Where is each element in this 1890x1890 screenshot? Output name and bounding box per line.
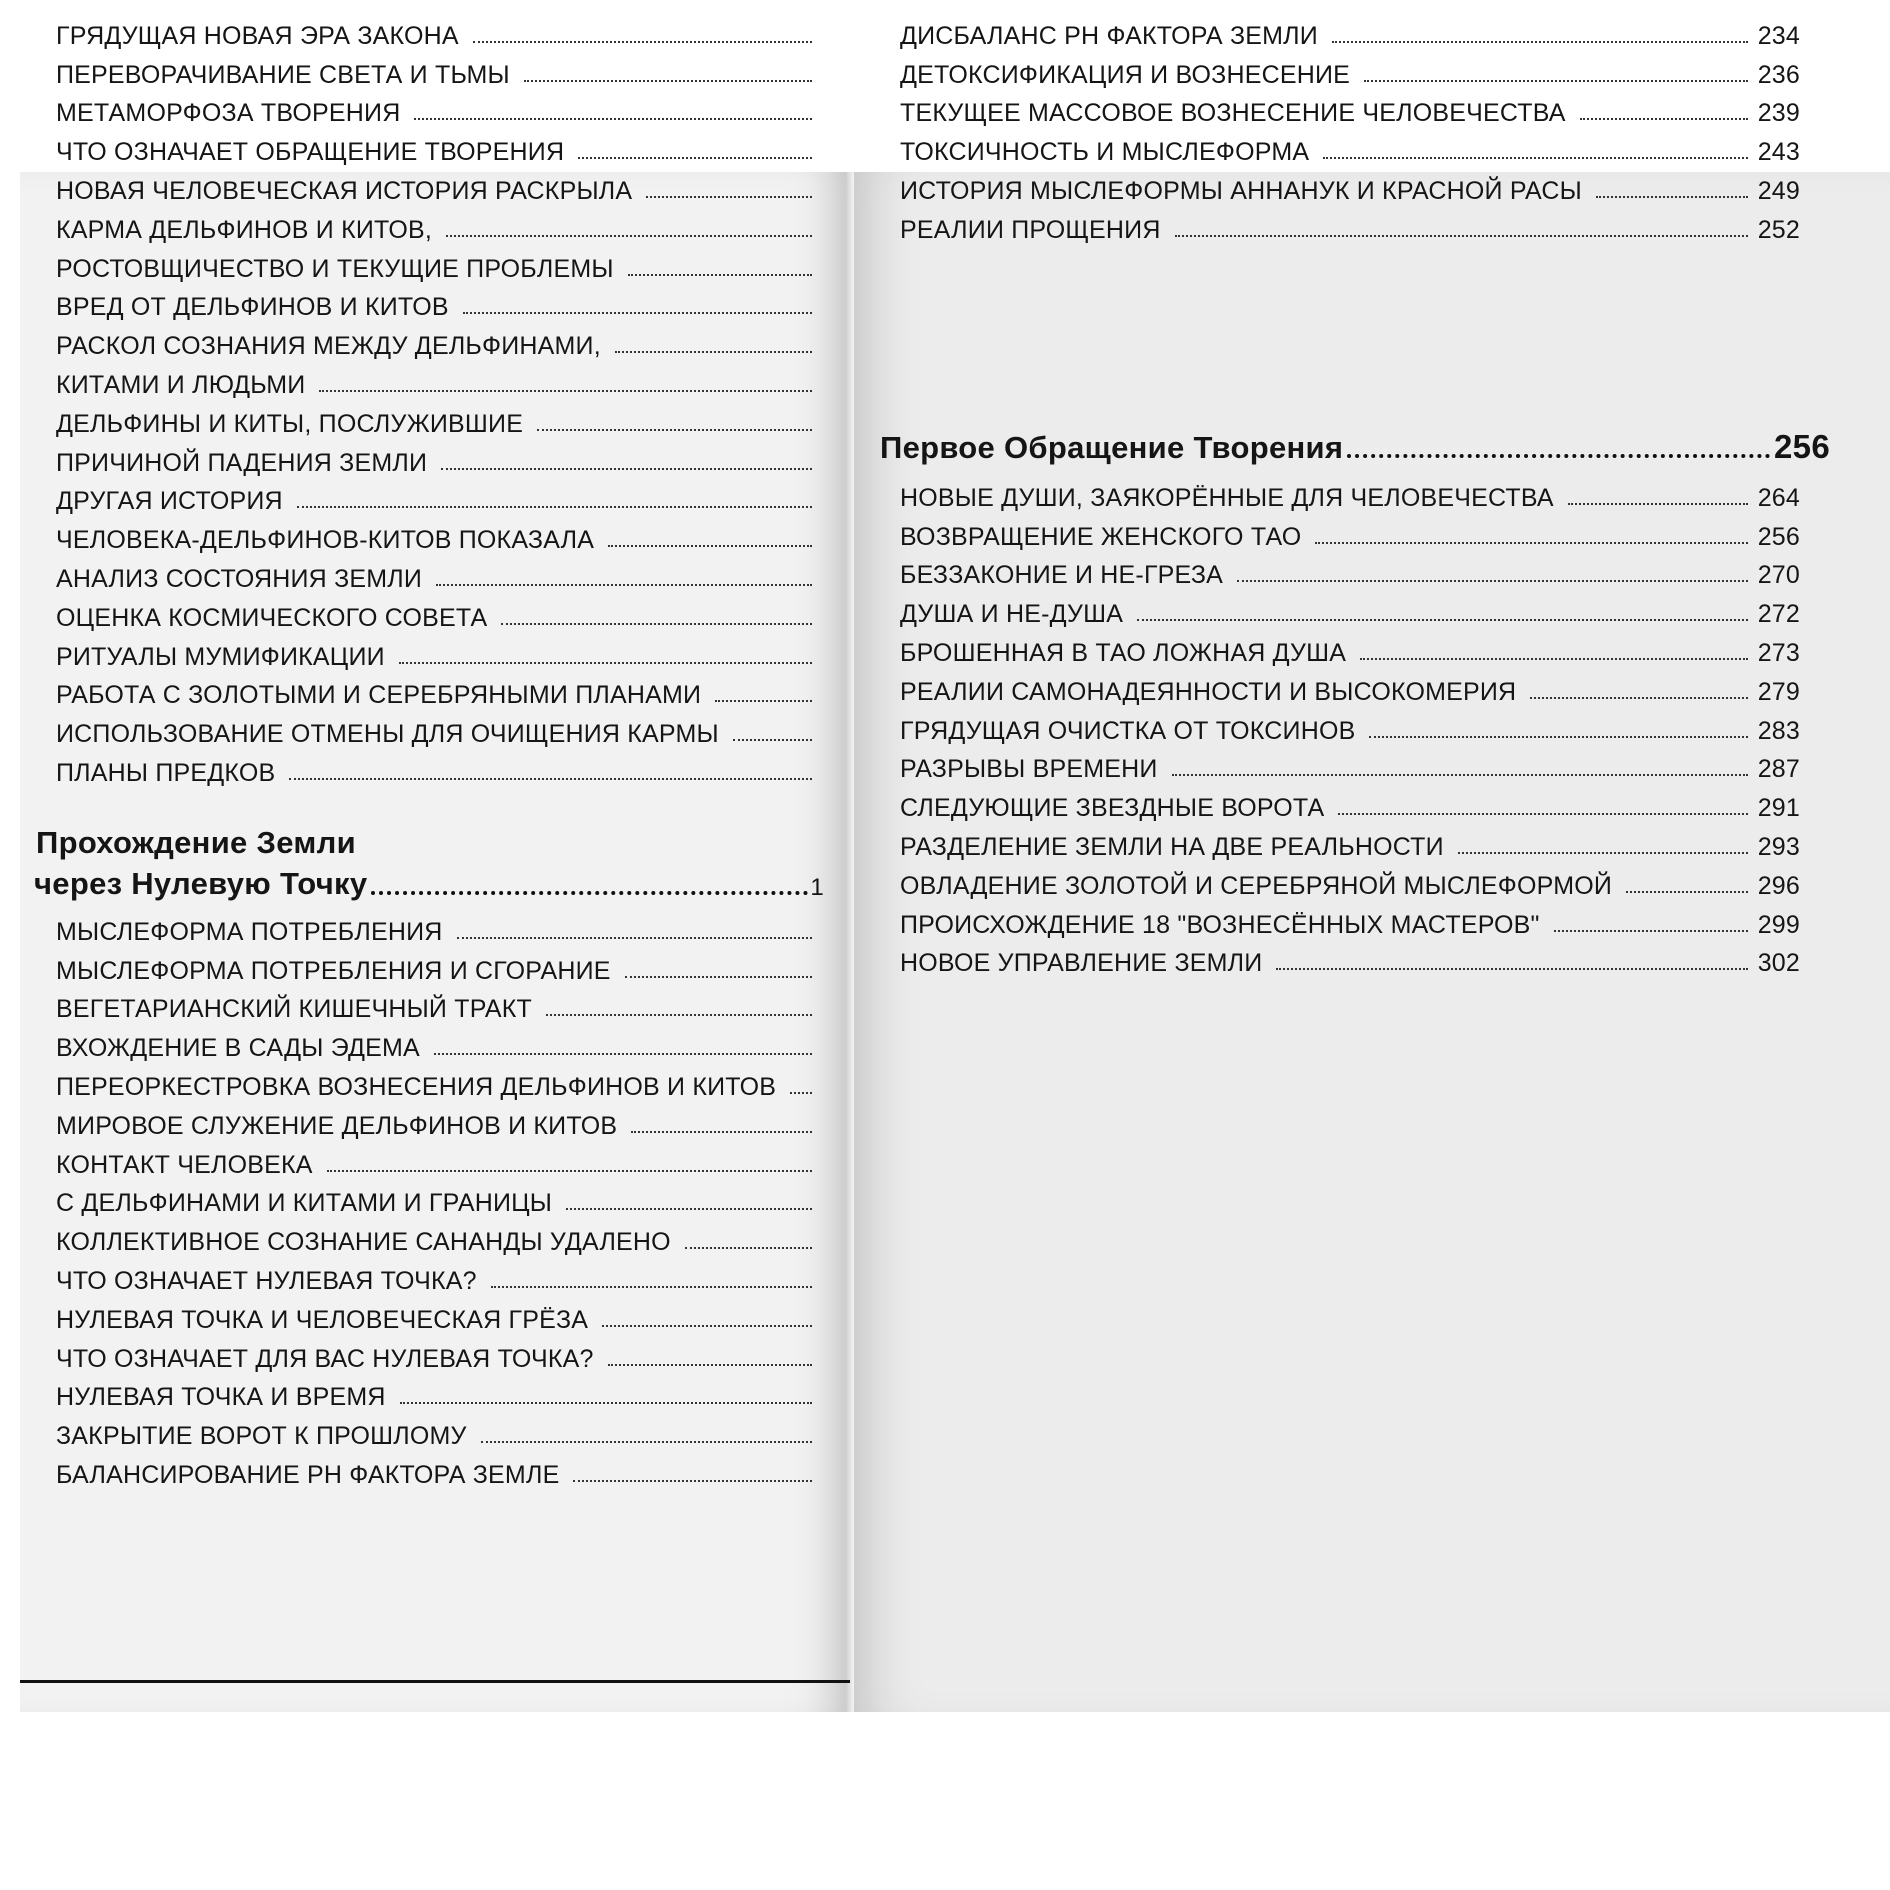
left-toc-list-upper bbox=[56, 12, 826, 788]
left-section-title-line1: Прохождение Земли bbox=[36, 825, 356, 860]
toc-entry bbox=[56, 633, 826, 672]
right-section-page-number: 256 bbox=[1774, 428, 1830, 465]
toc-entry-title: ВЕГЕТАРИАНСКИЙ КИШЕЧНЫЙ ТРАКТ bbox=[56, 995, 533, 1024]
toc-entry-title: ЧТО ОЗНАЧАЕТ ДЛЯ ВАС НУЛЕВАЯ ТОЧКА? bbox=[56, 1344, 594, 1373]
toc-entry bbox=[56, 361, 826, 400]
toc-entry bbox=[56, 986, 826, 1025]
toc-entry-title: КИТАМИ И ЛЮДЬМИ bbox=[56, 370, 306, 399]
toc-entry bbox=[56, 1063, 826, 1102]
leader-dots bbox=[1530, 697, 1748, 699]
toc-entry bbox=[56, 1024, 826, 1063]
toc-entry bbox=[900, 552, 1800, 591]
toc-entry bbox=[56, 400, 826, 439]
leader-dots bbox=[628, 274, 812, 276]
toc-entry bbox=[56, 1218, 826, 1257]
leader-dots bbox=[1175, 235, 1748, 237]
toc-entry-title: МЫСЛЕФОРМА ПОТРЕБЛЕНИЯ И СГОРАНИЕ bbox=[56, 956, 611, 985]
toc-entry bbox=[900, 206, 1800, 245]
toc-entry bbox=[900, 12, 1800, 51]
left-section-title-line2: через Нулевую Точку bbox=[34, 866, 368, 901]
right-section-title: Первое Обращение Творения bbox=[880, 430, 1344, 465]
leader-dots bbox=[1458, 852, 1748, 854]
toc-entry bbox=[56, 284, 826, 323]
leader-dots bbox=[524, 80, 812, 82]
leader-dots bbox=[790, 1092, 812, 1094]
toc-entry-page-number: 252 bbox=[1757, 215, 1800, 244]
leader-dots bbox=[1626, 891, 1748, 893]
toc-entry bbox=[900, 901, 1800, 940]
leader-dots bbox=[1347, 454, 1770, 458]
toc-entry-title: ДРУГАЯ ИСТОРИЯ bbox=[56, 487, 283, 516]
book-gutter bbox=[846, 172, 854, 1712]
toc-entry-title: ИСПОЛЬЗОВАНИЕ ОТМЕНЫ ДЛЯ ОЧИЩЕНИЯ КАРМЫ bbox=[56, 720, 719, 749]
toc-entry bbox=[900, 629, 1800, 668]
toc-entry-title: ИСТОРИЯ МЫСЛЕФОРМЫ АННАНУК И КРАСНОЙ РАСЫ bbox=[900, 176, 1582, 205]
leader-dots bbox=[436, 584, 812, 586]
right-toc-list-lower bbox=[900, 474, 1800, 978]
toc-entry bbox=[56, 749, 826, 788]
toc-entry-title: РОСТОВЩИЧЕСТВО И ТЕКУЩИЕ ПРОБЛЕМЫ bbox=[56, 254, 614, 283]
toc-entry bbox=[56, 128, 826, 167]
leader-dots bbox=[1332, 41, 1748, 43]
toc-entry bbox=[56, 594, 826, 633]
toc-entry bbox=[900, 167, 1800, 206]
toc-entry-title: МЕТАМОРФОЗА ТВОРЕНИЯ bbox=[56, 99, 401, 128]
toc-entry bbox=[56, 908, 826, 947]
toc-entry bbox=[900, 940, 1800, 979]
toc-entry-title: ЧЕЛОВЕКА-ДЕЛЬФИНОВ-КИТОВ ПОКАЗАЛА bbox=[56, 526, 595, 555]
toc-entry-title: ПРИЧИНОЙ ПАДЕНИЯ ЗЕМЛИ bbox=[56, 448, 428, 477]
leader-dots bbox=[715, 700, 812, 702]
leader-dots bbox=[457, 937, 812, 939]
toc-entry-page-number: 283 bbox=[1757, 716, 1800, 745]
toc-entry bbox=[56, 947, 826, 986]
leader-dots bbox=[441, 468, 812, 470]
leader-dots bbox=[537, 429, 812, 431]
leader-dots bbox=[608, 1364, 812, 1366]
toc-entry bbox=[900, 823, 1800, 862]
toc-entry-title: ПЛАНЫ ПРЕДКОВ bbox=[56, 758, 276, 787]
toc-entry-title: РИТУАЛЫ МУМИФИКАЦИИ bbox=[56, 642, 385, 671]
leader-dots bbox=[1172, 774, 1748, 776]
toc-entry-title: ВРЕД ОТ ДЕЛЬФИНОВ И КИТОВ bbox=[56, 293, 449, 322]
toc-entry-page-number: 302 bbox=[1757, 949, 1800, 978]
toc-entry-title: РЕАЛИИ САМОНАДЕЯННОСТИ И ВЫСОКОМЕРИЯ bbox=[900, 677, 1517, 706]
toc-entry-page-number: 279 bbox=[1757, 677, 1800, 706]
leader-dots bbox=[463, 312, 812, 314]
toc-entry-title: НОВЫЕ ДУШИ, ЗАЯКОРЁННЫЕ ДЛЯ ЧЕЛОВЕЧЕСТВА bbox=[900, 483, 1554, 512]
leader-dots bbox=[371, 891, 808, 895]
leader-dots bbox=[399, 662, 812, 664]
toc-entry-page-number: 291 bbox=[1757, 794, 1800, 823]
leader-dots bbox=[473, 41, 812, 43]
toc-entry bbox=[56, 1102, 826, 1141]
toc-entry-title: ВОЗВРАЩЕНИЕ ЖЕНСКОГО ТАО bbox=[900, 522, 1302, 551]
leader-dots bbox=[289, 778, 812, 780]
toc-entry bbox=[900, 90, 1800, 129]
toc-entry-page-number: 270 bbox=[1757, 561, 1800, 590]
leader-dots bbox=[446, 235, 812, 237]
leader-dots bbox=[491, 1286, 812, 1288]
leader-dots bbox=[615, 351, 812, 353]
leader-dots bbox=[1360, 658, 1748, 660]
toc-entry-page-number: 243 bbox=[1757, 138, 1800, 167]
toc-entry-title: АНАЛИЗ СОСТОЯНИЯ ЗЕМЛИ bbox=[56, 564, 423, 593]
toc-entry-title: ГРЯДУЩАЯ НОВАЯ ЭРА ЗАКОНА bbox=[56, 21, 459, 50]
toc-entry-title: ЧТО ОЗНАЧАЕТ НУЛЕВАЯ ТОЧКА? bbox=[56, 1266, 477, 1295]
toc-entry bbox=[56, 1141, 826, 1180]
toc-entry-title: РЕАЛИИ ПРОЩЕНИЯ bbox=[900, 215, 1161, 244]
leader-dots bbox=[602, 1325, 812, 1327]
toc-entry-page-number: 256 bbox=[1757, 522, 1800, 551]
toc-entry bbox=[56, 478, 826, 517]
toc-entry-page-number: 293 bbox=[1757, 832, 1800, 861]
leader-dots bbox=[1315, 542, 1748, 544]
toc-entry bbox=[56, 672, 826, 711]
leader-dots bbox=[685, 1247, 812, 1249]
toc-entry-title: ЗАКРЫТИЕ ВОРОТ К ПРОШЛОМУ bbox=[56, 1422, 467, 1451]
toc-entry-page-number: 249 bbox=[1757, 176, 1800, 205]
toc-entry-title: ДЕТОКСИФИКАЦИЯ И ВОЗНЕСЕНИЕ bbox=[900, 60, 1351, 89]
leader-dots bbox=[578, 157, 812, 159]
toc-entry-title: НОВАЯ ЧЕЛОВЕЧЕСКАЯ ИСТОРИЯ РАСКРЫЛА bbox=[56, 176, 633, 205]
toc-entry-title: КАРМА ДЕЛЬФИНОВ И КИТОВ, bbox=[56, 215, 433, 244]
left-toc-list-lower bbox=[56, 908, 826, 1490]
toc-entry bbox=[56, 51, 826, 90]
toc-entry bbox=[900, 784, 1800, 823]
toc-entry bbox=[56, 12, 826, 51]
leader-dots bbox=[319, 390, 812, 392]
leader-dots bbox=[566, 1208, 812, 1210]
toc-entry-title: КОЛЛЕКТИВНОЕ СОЗНАНИЕ САНАНДЫ УДАЛЕНО bbox=[56, 1228, 671, 1257]
toc-entry bbox=[56, 439, 826, 478]
toc-entry bbox=[56, 1257, 826, 1296]
leader-dots bbox=[546, 1014, 812, 1016]
toc-entry bbox=[56, 1374, 826, 1413]
leader-dots bbox=[1338, 813, 1748, 815]
toc-entry bbox=[900, 128, 1800, 167]
toc-entry-title: ТОКСИЧНОСТЬ И МЫСЛЕФОРМА bbox=[900, 138, 1310, 167]
leader-dots bbox=[608, 545, 812, 547]
toc-entry bbox=[900, 862, 1800, 901]
leader-dots bbox=[1568, 503, 1748, 505]
leader-dots bbox=[646, 196, 812, 198]
leader-dots bbox=[1580, 118, 1748, 120]
toc-entry-page-number: 272 bbox=[1757, 600, 1800, 629]
toc-entry-title: ДИСБАЛАНС PH ФАКТОРА ЗЕМЛИ bbox=[900, 21, 1318, 50]
leader-dots bbox=[1237, 580, 1748, 582]
toc-entry bbox=[56, 167, 826, 206]
toc-entry bbox=[900, 590, 1800, 629]
toc-entry-title: БЕЗЗАКОНИЕ И НЕ-ГРЕЗА bbox=[900, 561, 1224, 590]
toc-entry-page-number: 287 bbox=[1757, 755, 1800, 784]
toc-entry bbox=[56, 1296, 826, 1335]
leader-dots bbox=[414, 118, 812, 120]
toc-entry-title: НУЛЕВАЯ ТОЧКА И ВРЕМЯ bbox=[56, 1383, 386, 1412]
right-toc-list-upper bbox=[900, 12, 1800, 245]
leader-dots bbox=[1364, 80, 1748, 82]
toc-entry-title: РАБОТА С ЗОЛОТЫМИ И СЕРЕБРЯНЫМИ ПЛАНАМИ bbox=[56, 681, 702, 710]
toc-entry-title: НУЛЕВАЯ ТОЧКА И ЧЕЛОВЕЧЕСКАЯ ГРЁЗА bbox=[56, 1305, 589, 1334]
toc-entry-title: РАЗДЕЛЕНИЕ ЗЕМЛИ НА ДВЕ РЕАЛЬНОСТИ bbox=[900, 832, 1444, 861]
toc-entry-title: ПЕРЕОРКЕСТРОВКА ВОЗНЕСЕНИЯ ДЕЛЬФИНОВ И КИТОВ bbox=[56, 1072, 777, 1101]
toc-entry bbox=[56, 90, 826, 129]
toc-entry bbox=[56, 1335, 826, 1374]
bottom-rule bbox=[20, 1680, 850, 1683]
toc-entry-page-number: 264 bbox=[1757, 483, 1800, 512]
toc-entry-title: СЛЕДУЮЩИЕ ЗВЕЗДНЫЕ ВОРОТА bbox=[900, 794, 1325, 823]
toc-entry-title: БРОШЕННАЯ В ТАО ЛОЖНАЯ ДУША bbox=[900, 638, 1347, 667]
toc-entry-title: РАСКОЛ СОЗНАНИЯ МЕЖДУ ДЕЛЬФИНАМИ, bbox=[56, 332, 601, 361]
toc-entry-title: ВХОЖДЕНИЕ В САДЫ ЭДЕМА bbox=[56, 1034, 420, 1063]
toc-entry-title: КОНТАКТ ЧЕЛОВЕКА bbox=[56, 1150, 313, 1179]
toc-entry-title: БАЛАНСИРОВАНИЕ PH ФАКТОРА ЗЕМЛЕ bbox=[56, 1460, 560, 1489]
toc-entry bbox=[56, 555, 826, 594]
left-section-title-line2-row bbox=[34, 866, 824, 902]
toc-entry-title: ПРОИСХОЖДЕНИЕ 18 "ВОЗНЕСЁННЫХ МАСТЕРОВ" bbox=[900, 910, 1540, 939]
toc-entry bbox=[900, 513, 1800, 552]
leader-dots bbox=[733, 739, 812, 741]
toc-entry-page-number: 239 bbox=[1757, 99, 1800, 128]
toc-entry bbox=[56, 710, 826, 749]
toc-entry-title: ГРЯДУЩАЯ ОЧИСТКА ОТ ТОКСИНОВ bbox=[900, 716, 1356, 745]
toc-entry-title: С ДЕЛЬФИНАМИ И КИТАМИ И ГРАНИЦЫ bbox=[56, 1189, 553, 1218]
toc-entry bbox=[56, 1180, 826, 1219]
toc-entry bbox=[900, 746, 1800, 785]
toc-entry-title: ДУША И НЕ-ДУША bbox=[900, 600, 1124, 629]
leader-dots bbox=[434, 1053, 812, 1055]
right-section-title-row bbox=[880, 428, 1830, 466]
toc-entry bbox=[56, 1451, 826, 1490]
toc-entry-title: МИРОВОЕ СЛУЖЕНИЕ ДЕЛЬФИНОВ И КИТОВ bbox=[56, 1111, 618, 1140]
toc-entry-title: МЫСЛЕФОРМА ПОТРЕБЛЕНИЯ bbox=[56, 917, 443, 946]
toc-entry bbox=[56, 206, 826, 245]
toc-entry bbox=[56, 245, 826, 284]
toc-entry-page-number: 273 bbox=[1757, 638, 1800, 667]
toc-entry bbox=[900, 51, 1800, 90]
leader-dots bbox=[1369, 736, 1748, 738]
toc-entry-title: НОВОЕ УПРАВЛЕНИЕ ЗЕМЛИ bbox=[900, 949, 1263, 978]
leader-dots bbox=[1137, 619, 1748, 621]
toc-entry-title: ПЕРЕВОРАЧИВАНИЕ СВЕТА И ТЬМЫ bbox=[56, 60, 510, 89]
toc-entry bbox=[56, 322, 826, 361]
leader-dots bbox=[625, 976, 812, 978]
leader-dots bbox=[400, 1402, 812, 1404]
leader-dots bbox=[1276, 968, 1748, 970]
toc-entry-page-number: 299 bbox=[1757, 910, 1800, 939]
leader-dots bbox=[631, 1131, 812, 1133]
toc-entry-title: ЧТО ОЗНАЧАЕТ ОБРАЩЕНИЕ ТВОРЕНИЯ bbox=[56, 138, 565, 167]
leader-dots bbox=[573, 1480, 812, 1482]
toc-entry bbox=[900, 474, 1800, 513]
toc-entry-page-number: 234 bbox=[1757, 21, 1800, 50]
toc-entry-title: ОЦЕНКА КОСМИЧЕСКОГО СОВЕТА bbox=[56, 603, 488, 632]
leader-dots bbox=[327, 1170, 812, 1172]
toc-entry bbox=[56, 1412, 826, 1451]
leader-dots bbox=[481, 1441, 812, 1443]
leader-dots bbox=[1554, 930, 1748, 932]
toc-entry bbox=[56, 516, 826, 555]
toc-entry-title: РАЗРЫВЫ ВРЕМЕНИ bbox=[900, 755, 1158, 784]
leader-dots bbox=[1596, 196, 1748, 198]
leader-dots bbox=[297, 506, 812, 508]
toc-entry-title: ДЕЛЬФИНЫ И КИТЫ, ПОСЛУЖИВШИЕ bbox=[56, 409, 524, 438]
toc-entry-page-number: 236 bbox=[1757, 60, 1800, 89]
toc-entry bbox=[900, 707, 1800, 746]
toc-entry-page-number: 296 bbox=[1757, 871, 1800, 900]
leader-dots bbox=[501, 623, 812, 625]
toc-entry-title: ТЕКУЩЕЕ МАССОВОЕ ВОЗНЕСЕНИЕ ЧЕЛОВЕЧЕСТВА bbox=[900, 99, 1566, 128]
toc-entry bbox=[900, 668, 1800, 707]
toc-entry-title: ОВЛАДЕНИЕ ЗОЛОТОЙ И СЕРЕБРЯНОЙ МЫСЛЕФОРМОЙ bbox=[900, 871, 1613, 900]
left-section-page-number: 1 bbox=[810, 874, 824, 901]
leader-dots bbox=[1323, 157, 1748, 159]
